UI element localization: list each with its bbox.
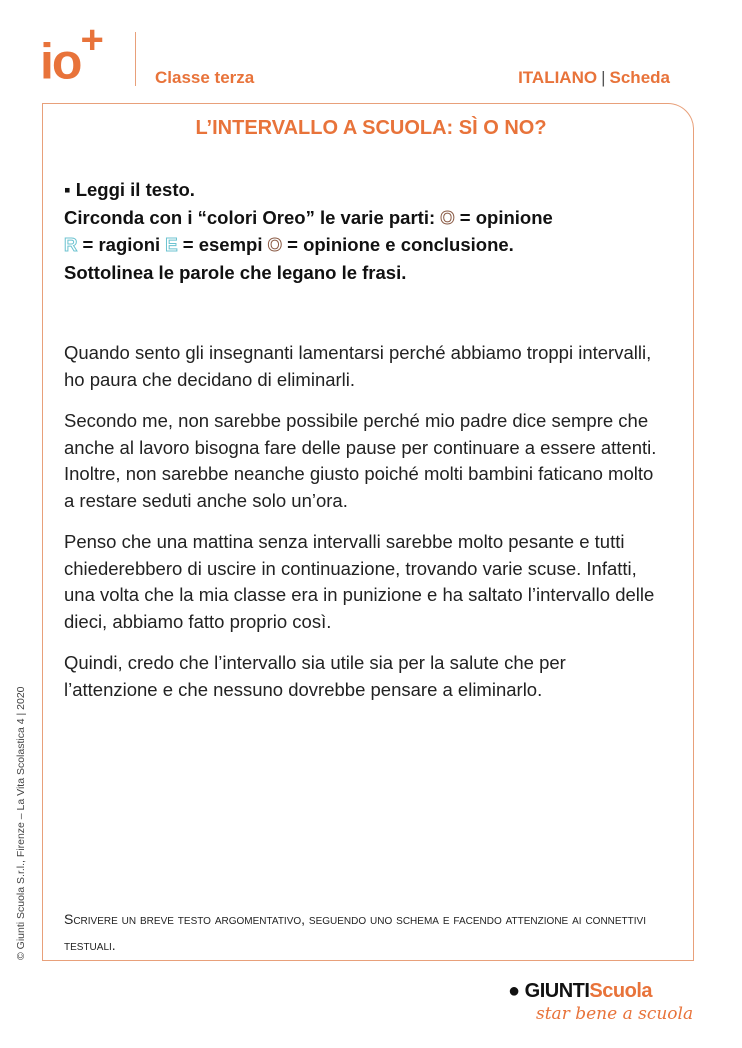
conclusion-outline-letter: O bbox=[267, 234, 282, 255]
io-plus-logo: io+ bbox=[40, 18, 102, 90]
paragraph: Quando sento gli insegnanti lamentarsi perché abbiamo troppi intervalli, ho paura che decidano di eliminarli. bbox=[64, 342, 652, 390]
copyright: © Giunti Scuola S.r.l., Firenze – La Vita Scolastica 4 | 2020 bbox=[15, 686, 27, 960]
examples-outline-letter: E bbox=[165, 234, 178, 255]
instruction-read: ▪ Leggi il testo. bbox=[64, 179, 195, 200]
instruction-circle: Circonda con i “colori Oreo” le varie parti: O = opinione bbox=[64, 206, 553, 228]
opinion-outline-letter: O bbox=[440, 206, 455, 228]
subject-label: ITALIANO | Scheda bbox=[518, 68, 670, 87]
paragraph: Penso che una mattina senza intervalli sarebbe molto pesante e tutti chiederebbero di uscire in continuazione, trovando varie scuse. Infatti, una volta che la mia classe era in punizione e ha saltato l’intervallo delle dieci, abbiamo fatto proprio così. bbox=[64, 531, 655, 632]
page-title: L’INTERVALLO A SCUOLA: SÌ O NO? bbox=[195, 117, 547, 139]
footer-goal: Scrivere un breve testo argomentativo, seguendo uno schema e facendo attenzione ai connettivi testuali. bbox=[64, 911, 646, 953]
paragraph: Quindi, credo che l’intervallo sia utile sia per la salute che per l’attenzione e che nessuno dovrebbe pensare a eliminarlo. bbox=[64, 652, 566, 700]
brand-tagline: star bene a scuola bbox=[536, 1004, 694, 1024]
reading-text bbox=[64, 340, 664, 718]
paragraph: Secondo me, non sarebbe possibile perché mio padre dice sempre che anche al lavoro bisogna fare delle pause per continuare a essere attenti. Inoltre, non sarebbe neanche giusto poiché molti bambini faticano molto a restare seduti anche solo un’ora. bbox=[64, 410, 657, 511]
instructions bbox=[64, 176, 553, 286]
reasons-outline-letter: R bbox=[64, 234, 78, 255]
giunti-logo: ● GIUNTIScuola bbox=[508, 980, 652, 1002]
class-label: Classe terza bbox=[155, 68, 255, 87]
instruction-underline: Sottolinea le parole che legano le frasi. bbox=[64, 261, 407, 283]
instruction-legend: R = ragioni E = esempi O = opinione e conclusione. bbox=[64, 234, 514, 255]
header-divider bbox=[135, 32, 136, 86]
